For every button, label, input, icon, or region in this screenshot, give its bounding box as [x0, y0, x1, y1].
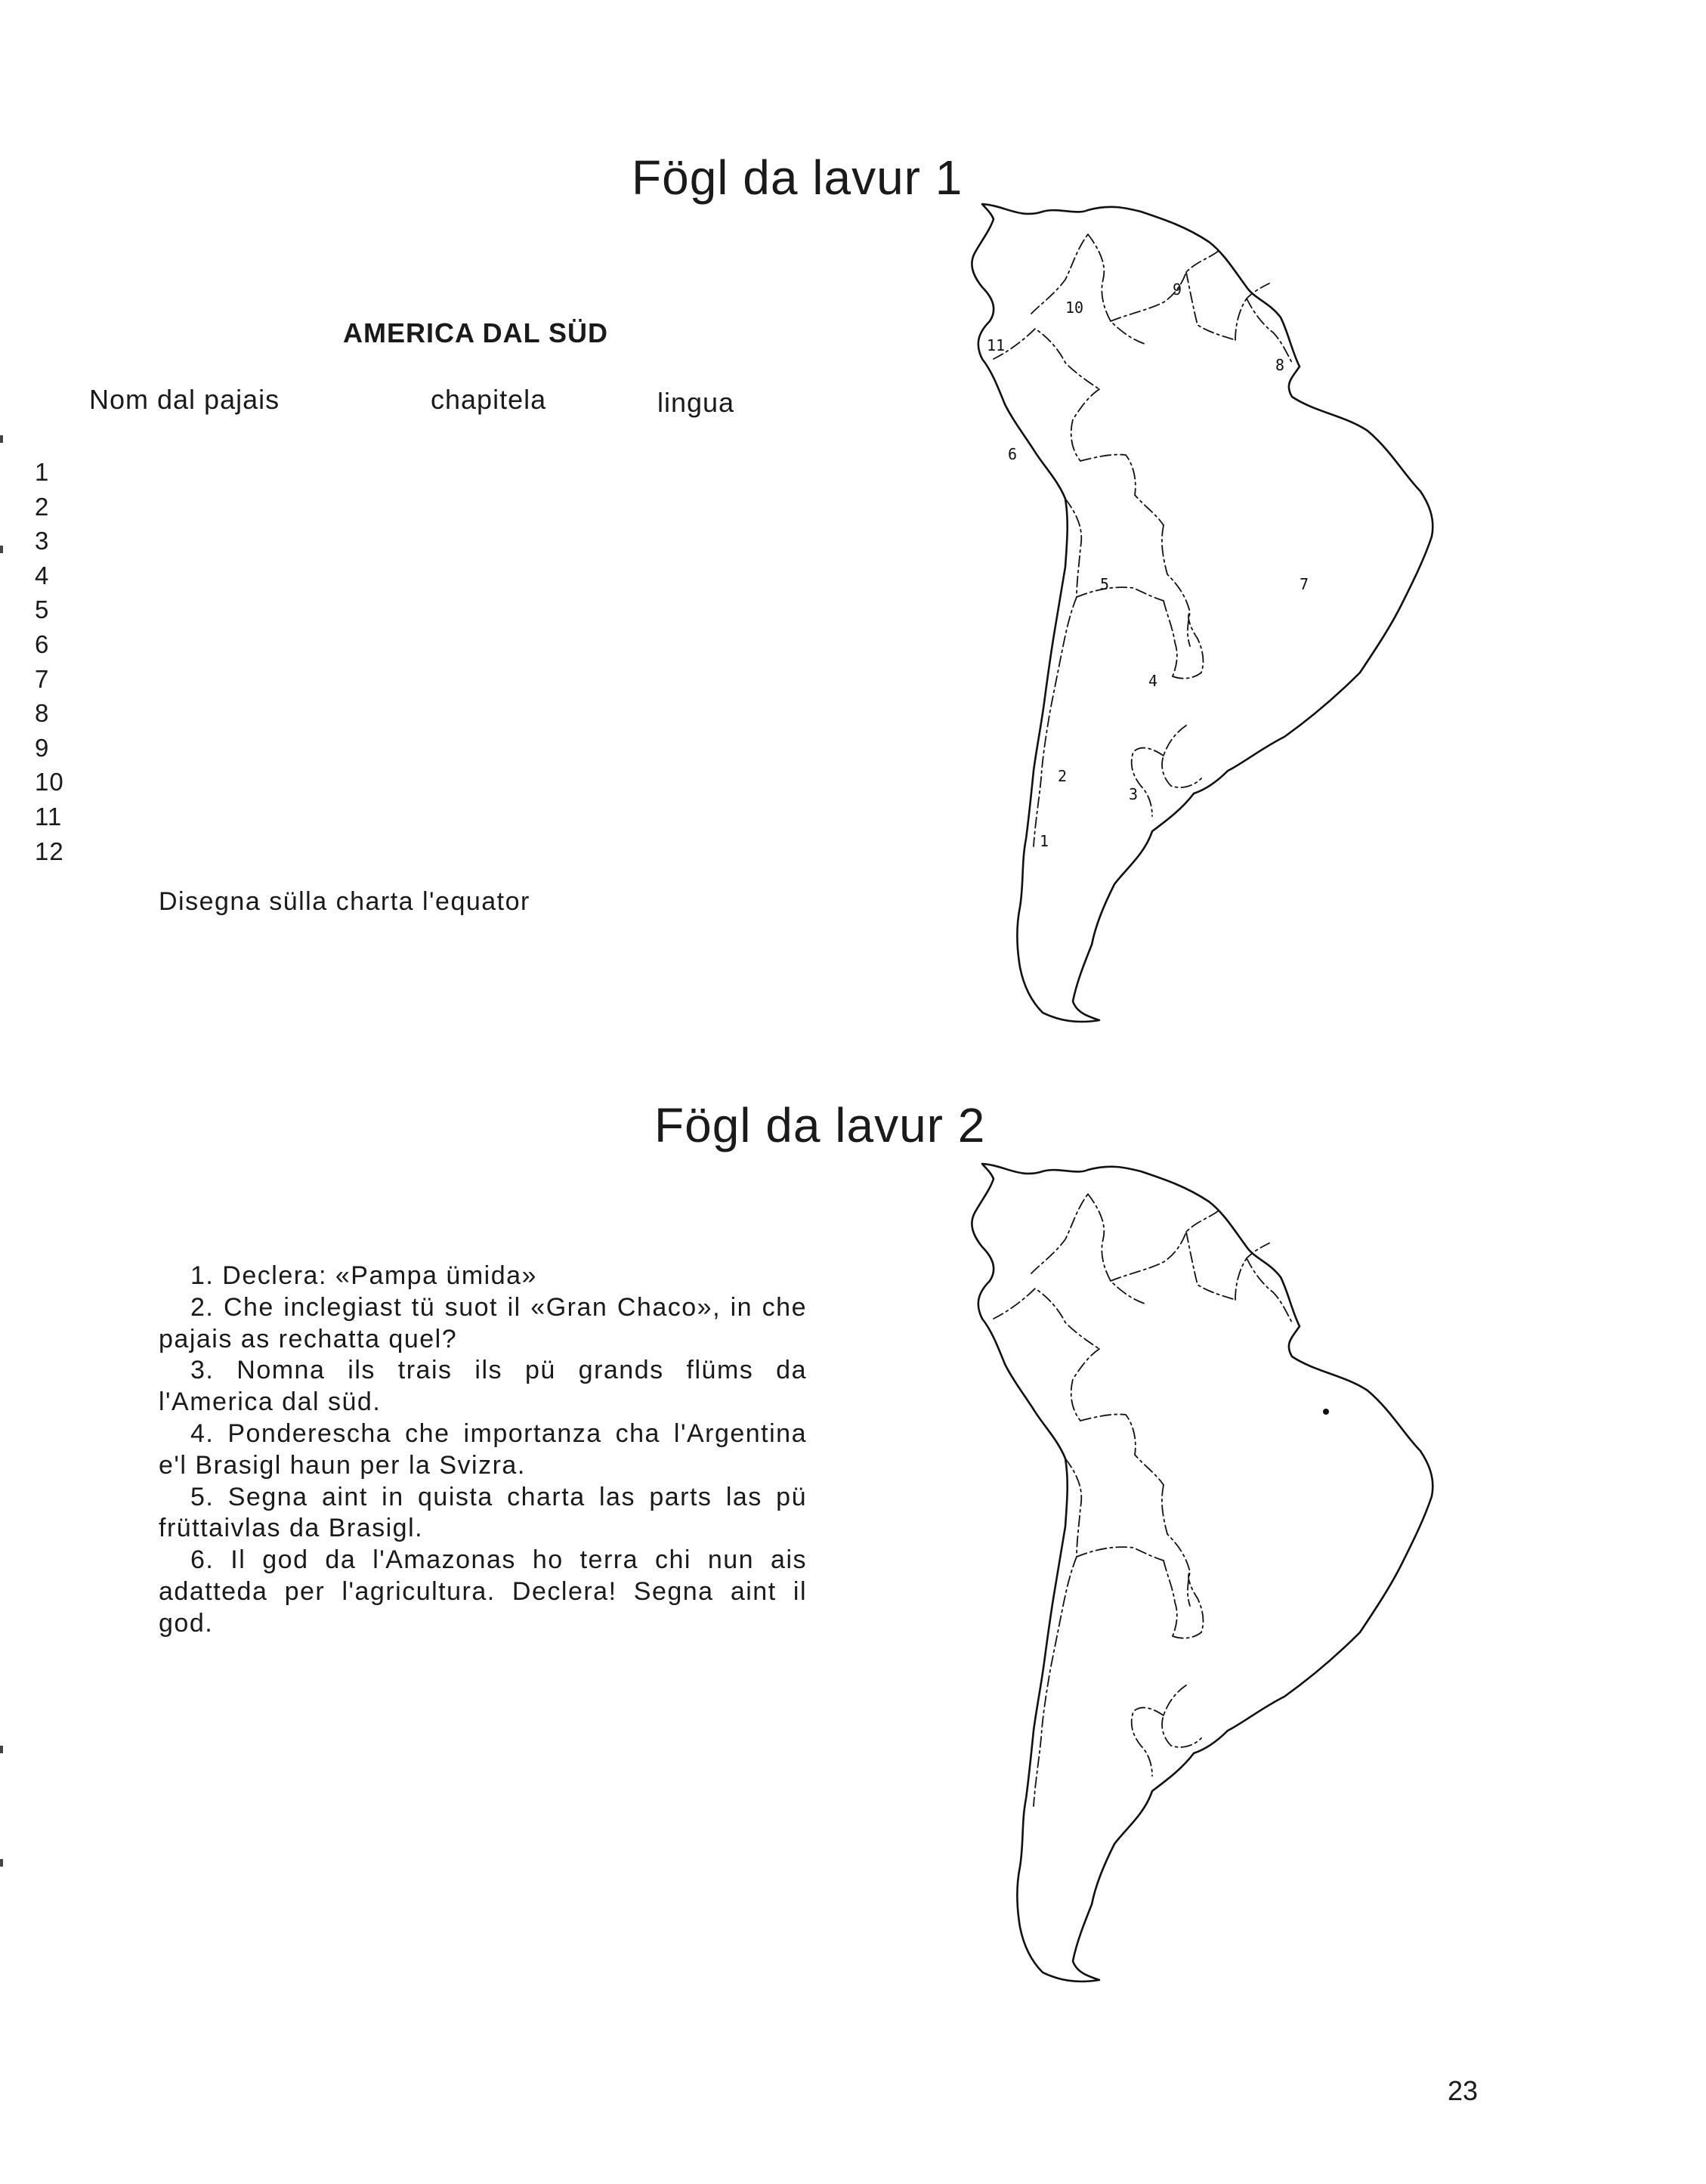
map-border	[1080, 1415, 1164, 1485]
map-dot	[1323, 1409, 1329, 1415]
question-item: 3. Nomna ils trais ils pü grands flüms da l'America dal süd.	[159, 1356, 807, 1417]
map-label: 3	[1129, 785, 1139, 803]
map-label: 9	[1173, 280, 1182, 299]
map-border	[1132, 748, 1164, 816]
map-border	[1077, 1547, 1164, 1561]
map-border	[1071, 1349, 1099, 1421]
map-border	[1186, 272, 1235, 340]
row-number: 1	[35, 458, 50, 486]
map-border	[1031, 1194, 1088, 1273]
row-number: 2	[35, 492, 50, 521]
map-border	[1164, 601, 1177, 676]
map-border	[1162, 1685, 1201, 1747]
row-number: 10	[35, 768, 64, 797]
scan-speck	[0, 1859, 3, 1867]
map-border	[994, 329, 1099, 389]
scan-speck	[0, 546, 3, 553]
worksheet-1-subtitle: AMERICA DAL SÜD	[343, 317, 609, 348]
south-america-blank-map	[937, 1149, 1511, 2010]
question-item: 4. Ponderescha che importanza cha l'Argentina e'l Brasigl haun per la Svizra.	[159, 1418, 807, 1480]
row-number: 6	[35, 630, 50, 658]
question-item: 5. Segna aint in quista charta las parts las pü früttaivlas da Brasigl.	[159, 1482, 807, 1543]
scan-speck	[0, 1746, 3, 1753]
map-label: 7	[1300, 575, 1309, 593]
map-label: 6	[1008, 445, 1018, 463]
map-border	[1132, 1708, 1164, 1776]
map-border	[1034, 1557, 1077, 1806]
map-border	[1071, 389, 1099, 461]
column-header-country: Nom dal pajais	[89, 384, 280, 415]
question-item: 1. Declera: «Pampa ümida»	[190, 1261, 537, 1290]
map-border	[1111, 249, 1220, 321]
map-border	[1077, 587, 1164, 601]
column-header-language: lingua	[657, 387, 735, 418]
worksheet-1-title: Fögl da lavur 1	[632, 150, 963, 205]
row-number: 4	[35, 561, 50, 589]
south-america-numbered-map	[937, 189, 1511, 1050]
map-label: 10	[1065, 299, 1084, 317]
equator-task-text: Disegna sülla charta l'equator	[159, 887, 530, 916]
map-coastline	[972, 204, 1432, 1022]
scan-speck	[0, 435, 3, 443]
map-border	[1235, 1243, 1269, 1300]
row-number: 9	[35, 733, 50, 762]
map-label: 2	[1058, 767, 1068, 785]
map-label: 5	[1100, 575, 1110, 593]
question-list	[159, 1261, 807, 1640]
map-border	[1088, 234, 1145, 344]
row-number: 8	[35, 699, 50, 728]
map-border	[1186, 1232, 1235, 1300]
row-number: 3	[35, 527, 50, 555]
map-border	[1162, 725, 1201, 787]
map-coastline	[972, 1164, 1432, 1981]
map-border	[994, 1288, 1099, 1349]
map-border	[1088, 1194, 1145, 1304]
map-border	[1034, 597, 1077, 846]
page-number: 23	[1448, 2075, 1479, 2106]
column-header-capital: chapitela	[431, 384, 547, 415]
row-number: 12	[35, 837, 64, 865]
map-border	[1111, 1209, 1220, 1281]
map-border	[1164, 1561, 1177, 1636]
map-label: 8	[1275, 356, 1285, 374]
map-border	[1162, 525, 1190, 646]
row-number: 7	[35, 664, 50, 693]
map-border	[1080, 455, 1164, 525]
map-label: 1	[1040, 832, 1049, 850]
row-number-list	[35, 455, 64, 868]
map-border	[1162, 1485, 1190, 1606]
map-label: 4	[1148, 672, 1158, 690]
row-number: 11	[35, 802, 63, 831]
map-border	[1235, 283, 1269, 340]
worksheet-2-title: Fögl da lavur 2	[654, 1098, 986, 1152]
question-item: 2. Che inclegiast tü suot il «Gran Chaco», in che pajais as rechatta quel?	[159, 1292, 807, 1353]
row-number: 5	[35, 595, 50, 624]
question-item: 6. Il god da l'Amazonas ho terra chi nun ais adatteda per l'agricultura. Declera! Segna aint il god.	[159, 1545, 807, 1638]
map-label: 11	[987, 336, 1006, 354]
